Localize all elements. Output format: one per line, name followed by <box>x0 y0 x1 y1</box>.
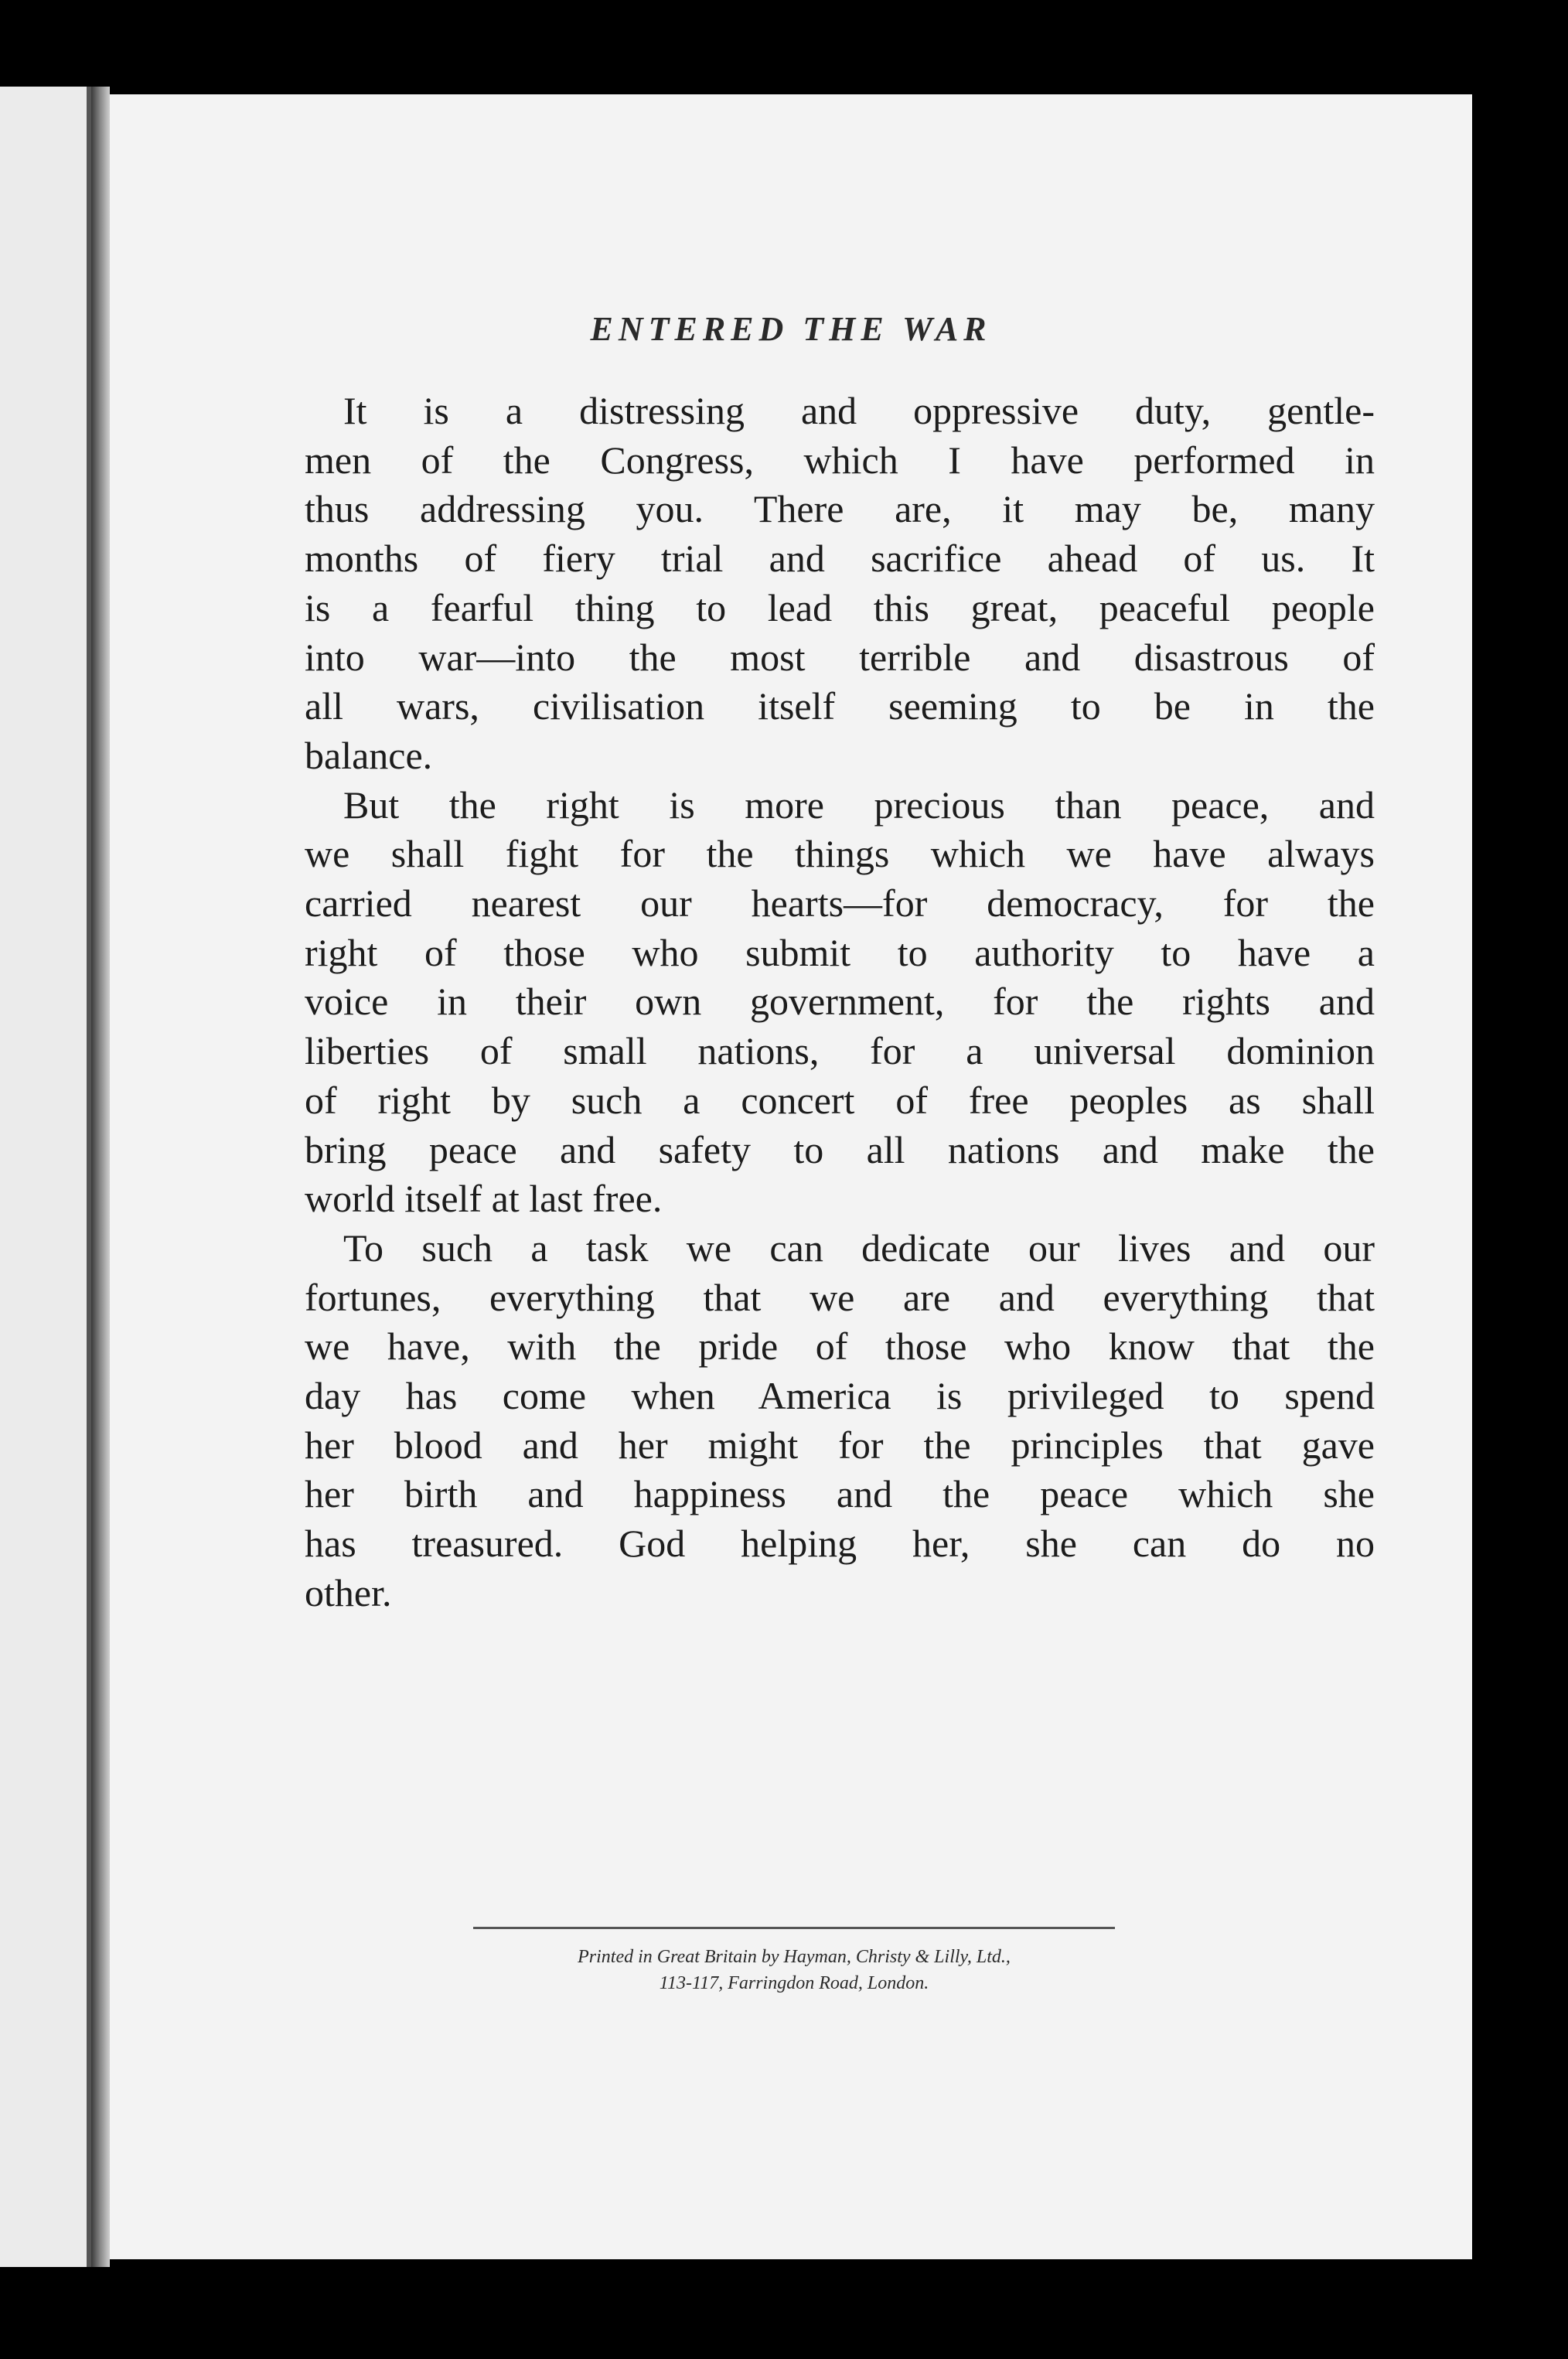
text-line: her birth and happiness and the peace which she <box>305 1472 1375 1516</box>
text-line: It is a distressing and oppressive duty, gentle- <box>343 389 1375 432</box>
body-text <box>305 387 1375 1618</box>
text-line: men of the Congress, which I have performed in <box>305 438 1375 482</box>
text-line: we have, with the pride of those who know that the <box>305 1324 1375 1369</box>
running-head: ENTERED THE WAR <box>590 310 992 348</box>
text-line: day has come when America is privileged to spend <box>305 1374 1375 1418</box>
text-line: thus addressing you. There are, it may be, many <box>305 487 1375 531</box>
text-line: months of fiery trial and sacrifice ahead of us. It <box>305 537 1375 581</box>
book-gutter <box>91 87 110 2267</box>
printed-page <box>110 94 1472 2259</box>
text-line: bring peace and safety to all nations and make the <box>305 1127 1375 1171</box>
text-line: of right by such a concert of free peoples as shall <box>305 1078 1375 1122</box>
text-line: we shall fight for the things which we have always <box>305 832 1375 876</box>
text-line: her blood and her might for the principles that gave <box>305 1423 1375 1467</box>
paragraph-2 <box>305 781 1375 1224</box>
text-line: is a fearful thing to lead this great, peaceful people <box>305 585 1375 629</box>
text-line: But the right is more precious than peace, and <box>343 782 1375 827</box>
text-line: has treasured. God helping her, she can do no <box>305 1522 1375 1566</box>
text-line: world itself at last free. <box>305 1177 663 1221</box>
text-line: other. <box>305 1570 392 1614</box>
adjacent-page-edge <box>0 87 91 2267</box>
text-line: all wars, civilisation itself seeming to be in the <box>305 684 1375 728</box>
text-line: into war—into the most terrible and disastrous of <box>305 635 1375 679</box>
paragraph-1 <box>305 387 1375 781</box>
paragraph-3 <box>305 1224 1375 1618</box>
printer-imprint <box>473 1944 1115 1996</box>
text-line: balance. <box>305 733 433 777</box>
text-line: To such a task we can dedicate our lives and our <box>343 1226 1375 1270</box>
imprint-line: Printed in Great Britain by Hayman, Christy & Lilly, Ltd., <box>578 1947 1011 1967</box>
text-line: carried nearest our hearts—for democracy, for the <box>305 881 1375 926</box>
imprint-rule <box>473 1927 1115 1929</box>
text-line: liberties of small nations, for a universal dominion <box>305 1029 1375 1073</box>
text-line: voice in their own government, for the rights and <box>305 980 1375 1024</box>
imprint-line: 113-117, Farringdon Road, London. <box>659 1973 929 1993</box>
text-line: fortunes, everything that we are and everything that <box>305 1275 1375 1319</box>
text-line: right of those who submit to authority to have a <box>305 930 1375 974</box>
